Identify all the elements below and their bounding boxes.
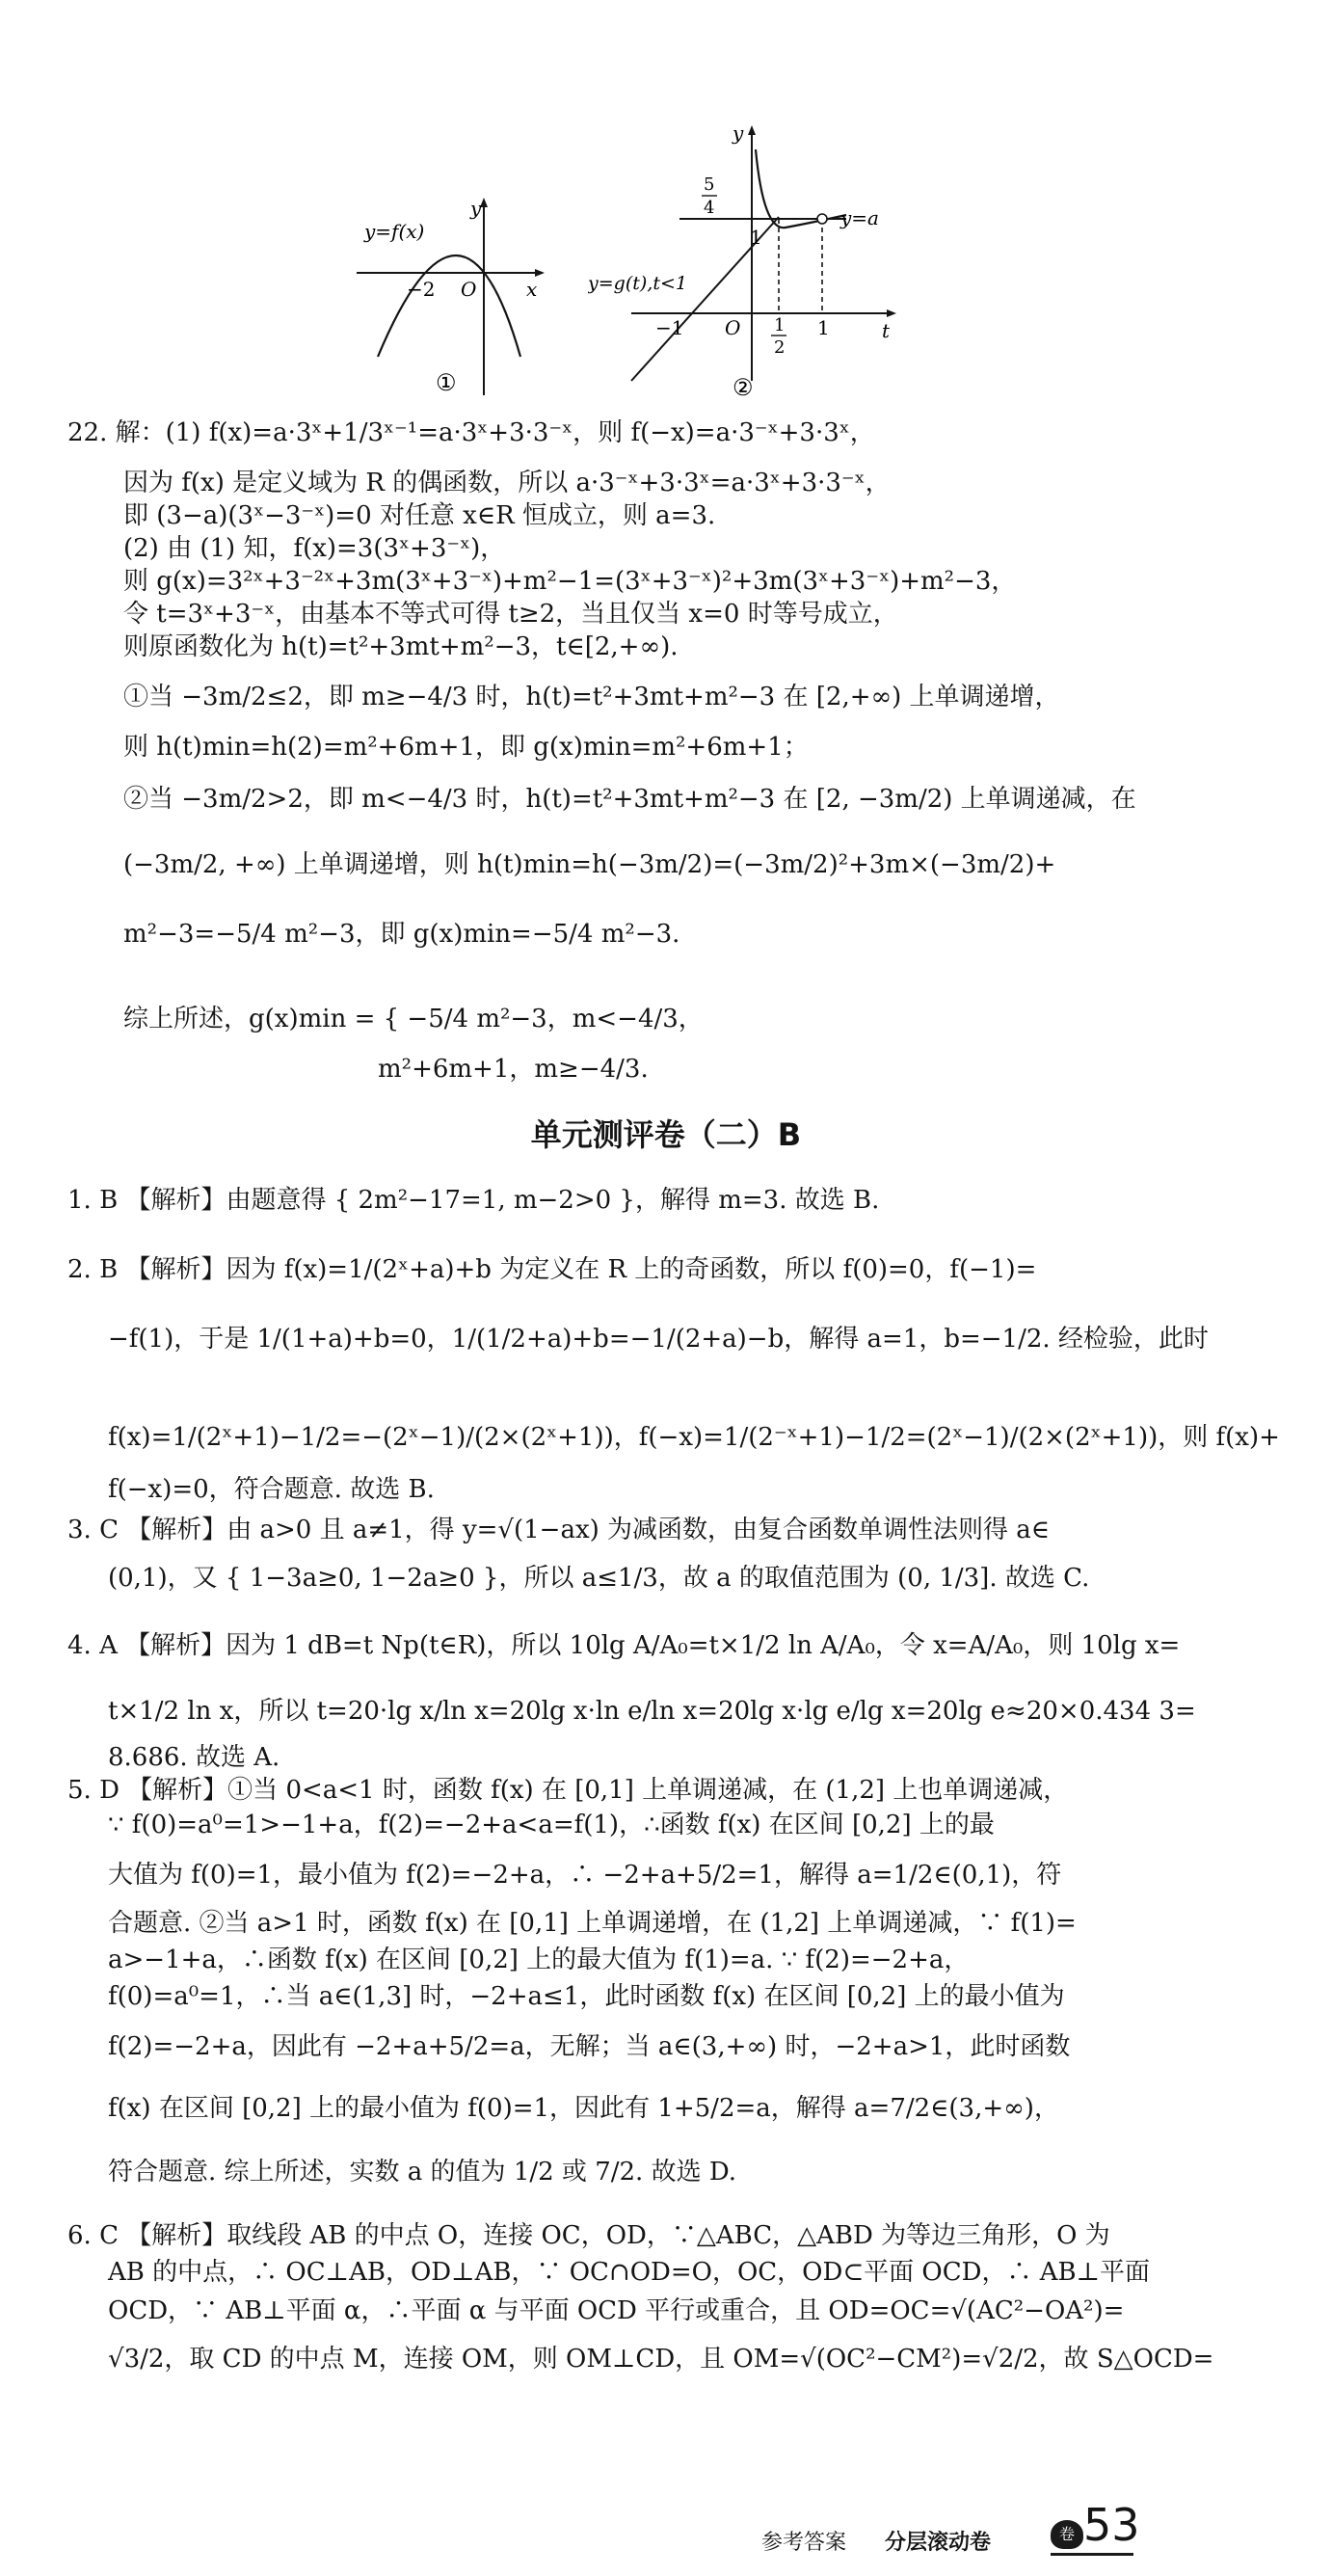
figure-2 [588,121,901,400]
footer-badge: 卷 [1051,2520,1083,2549]
section-title: 单元测评卷（二）B [530,1116,802,1153]
text-line: f(x) 在区间 [0,2] 上的最小值为 f(0)=1，因此有 1+5/2=a，解得 a=7/2∈(3,+∞)， [108,2094,1059,2123]
fig1-caption: ① [436,369,457,395]
fig2-tick-minus1: −1 [655,316,684,339]
text-line: f(0)=a⁰=1，∴当 a∈(1,3] 时，−2+a≤1，此时函数 f(x) 在区间 [0,2] 上的最小值为 [108,1982,1065,2011]
fig2-curve [756,149,846,228]
text-line: (0,1)，又 { 1−3a≥0, 1−2a≥0 }，所以 a≤1/3，故 a 的取值范围为 (0, 1/3]. 故选 C. [108,1564,1090,1593]
text-line: 6. C 【解析】取线段 AB 的中点 O，连接 OC，OD，∵△ABC，△ABD 为等边三角形，O 为 [67,2221,1110,2250]
text-line: −f(1)，于是 1/(1+a)+b=0，1/(1/2+a)+b=−1/(2+a)−b，解得 a=1，b=−1/2. 经检验，此时 [108,1325,1209,1354]
text-line: 3. C 【解析】由 a>0 且 a≠1，得 y=√(1−ax) 为减函数，由复合函数单调性法则得 a∈ [67,1516,1051,1544]
fig1-parabola [378,255,520,357]
fig2-origin: O [725,316,741,339]
text-line: 则原函数化为 h(t)=t²+3mt+m²−3，t∈[2,+∞). [123,632,679,661]
text-line: 即 (3−a)(3ˣ−3⁻ˣ)=0 对任意 x∈R 恒成立，则 a=3. [123,501,716,530]
fig2-curve-label: y=g(t),t<1 [588,273,687,294]
text-line: 则 g(x)=3²ˣ+3⁻²ˣ+3m(3ˣ+3⁻ˣ)+m²−1=(3ˣ+3⁻ˣ)²+3m(3ˣ+3⁻ˣ)+m²−3， [123,567,1017,596]
text-line: AB 的中点，∴ OC⊥AB，OD⊥AB，∵ OC∩OD=O，OC，OD⊂平面 OCD，∴ AB⊥平面 [108,2258,1151,2287]
footer-series: 分层滚动卷 [885,2531,992,2555]
fig1-origin: O [461,278,477,301]
fig2-tick-half-num: 1 [774,315,786,335]
text-line: (−3m/2, +∞) 上单调递增，则 h(t)min=h(−3m/2)=(−3m/2)²+3m×(−3m/2)+ [123,850,1056,879]
fig1-tick-minus2: −2 [407,278,436,301]
text-line: t×1/2 ln x，所以 t=20·lg x/ln x=20lg x·ln e/ln x=20lg x·lg e/lg x=20lg e≈20×0.434 3= [108,1697,1196,1726]
text-line: 符合题意. 综上所述，实数 a 的值为 1/2 或 7/2. 故选 D. [108,2158,737,2187]
text-line: ①当 −3m/2≤2，即 m≥−4/3 时，h(t)=t²+3mt+m²−3 在 [2,+∞) 上单调递增， [123,683,1060,711]
fig2-t-arrow [887,309,896,317]
fig2-y-arrow [748,125,756,135]
text-line: 令 t=3ˣ+3⁻ˣ，由基本不等式可得 t≥2，当且仅当 x=0 时等号成立， [123,600,898,629]
footer-ref: 参考答案 [761,2531,847,2555]
fig2-tick-t1: 1 [817,316,830,339]
fig2-caption: ② [733,374,754,400]
text-line: ∵ f(0)=a⁰=1>−1+a，f(2)=−2+a<a=f(1)，∴函数 f(x) 在区间 [0,2] 上的最 [108,1811,995,1839]
fig2-t-label: t [882,319,891,342]
text-line: 则 h(t)min=h(2)=m²+6m+1，即 g(x)min=m²+6m+1； [123,733,809,762]
fig2-tick-1: 1 [750,226,762,249]
fig1-curve-label: y=f(x) [364,220,425,243]
fig2-tick-half-den: 2 [774,337,786,358]
text-line: 因为 f(x) 是定义域为 R 的偶函数，所以 a·3⁻ˣ+3·3ˣ=a·3ˣ+3·3⁻ˣ， [123,469,891,497]
text-line: OCD，∵ AB⊥平面 α，∴平面 α 与平面 OCD 平行或重合，且 OD=OC=√(AC²−OA²)= [108,2296,1125,2325]
fig2-y-label: y [733,121,744,145]
text-line: 8.686. 故选 A. [108,1743,280,1772]
fig2-line-label: y=a [840,206,879,229]
text-line: 综上所述，g(x)min = { −5/4 m²−3，m<−4/3， [123,1005,704,1033]
text-line: 5. D 【解析】①当 0<a<1 时，函数 f(x) 在 [0,1] 上单调递减，在 (1,2] 上也单调递减， [67,1776,1069,1805]
text-line: 2. B 【解析】因为 f(x)=1/(2ˣ+a)+b 为定义在 R 上的奇函数，所以 f(0)=0，f(−1)= [67,1255,1037,1284]
text-line: f(x)=1/(2ˣ+1)−1/2=−(2ˣ−1)/(2×(2ˣ+1))，f(−x)=1/(2⁻ˣ+1)−1/2=(2ˣ−1)/(2×(2ˣ+1))，则 f(x)+ [108,1423,1280,1452]
fig2-open-point [817,214,827,224]
text-line: ②当 −3m/2>2，即 m<−4/3 时，h(t)=t²+3mt+m²−3 在 [2, −3m/2) 上单调递减，在 [123,785,1136,814]
fig1-y-label: y [470,197,482,220]
text-line: 22. 解：(1) f(x)=a·3ˣ+1/3ˣ⁻¹=a·3ˣ+3·3⁻ˣ，则 f(−x)=a·3⁻ˣ+3·3ˣ， [67,418,875,447]
fig1-x-label: x [526,278,538,301]
figure-1 [357,188,549,395]
fig2-tick-54-num: 5 [704,174,715,195]
text-line: m²−3=−5/4 m²−3，即 g(x)min=−5/4 m²−3. [123,920,680,949]
page-number: 53 [1083,2499,1140,2551]
text-line: √3/2，取 CD 的中点 M，连接 OM，则 OM⊥CD，且 OM=√(OC²−CM²)=√2/2，故 S△OCD= [108,2345,1214,2374]
text-line: 合题意. ②当 a>1 时，函数 f(x) 在 [0,1] 上单调递增，在 (1,2] 上单调递减，∵ f(1)= [108,1909,1077,1938]
text-line: a>−1+a，∴函数 f(x) 在区间 [0,2] 上的最大值为 f(1)=a. ∵ f(2)=−2+a， [108,1945,970,1974]
text-line: f(2)=−2+a，因此有 −2+a+5/2=a，无解；当 a∈(3,+∞) 时，−2+a>1，此时函数 [108,2032,1071,2061]
text-line: (2) 由 (1) 知，f(x)=3(3ˣ+3⁻ˣ)， [123,534,506,563]
text-line: m²+6m+1，m≥−4/3. [378,1055,649,1084]
text-line: 4. A 【解析】因为 1 dB=t Np(t∈R)，所以 10lg A/A₀=t×1/2 ln A/A₀，令 x=A/A₀，则 10lg x= [67,1631,1181,1660]
text-line: 大值为 f(0)=1，最小值为 f(2)=−2+a，∴ −2+a+5/2=1，解得 a=1/2∈(0,1)，符 [108,1861,1062,1890]
fig2-tick-54-den: 4 [704,198,715,218]
text-line: f(−x)=0，符合题意. 故选 B. [108,1475,435,1504]
text-line: 1. B 【解析】由题意得 { 2m²−17=1, m−2>0 }，解得 m=3. 故选 B. [67,1186,880,1215]
footer-rule [1051,2553,1133,2556]
fig1-x-arrow [535,269,545,277]
